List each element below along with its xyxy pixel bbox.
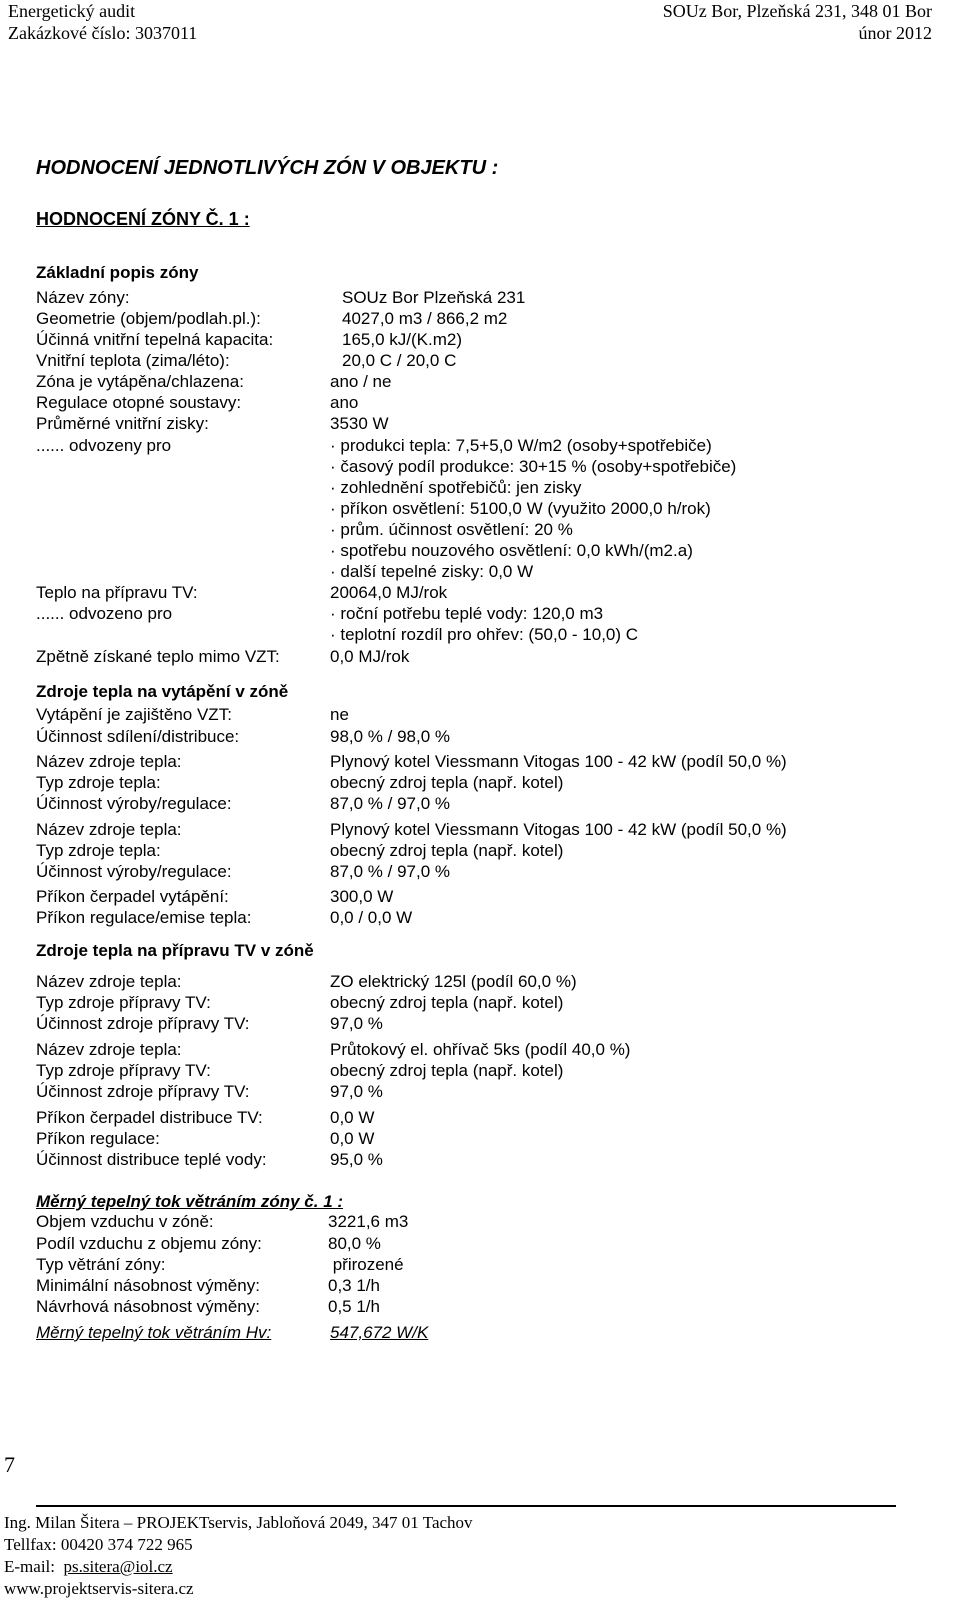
ventilation-row (36, 1255, 916, 1275)
row-value: 20064,0 MJ/rok (330, 583, 448, 602)
row-value: obecný zdroj tepla (např. kotel) (330, 841, 564, 860)
row-label: Minimální násobnost výměny: (36, 1276, 260, 1295)
row-value: · prům. účinnost osvětlení: 20 % (330, 520, 573, 539)
dhw-row (36, 1108, 916, 1128)
row-value: 20,0 C / 20,0 C (342, 351, 457, 370)
result-label: Měrný tepelný tok větráním Hv: (36, 1323, 272, 1342)
row-label: ...... odvozeny pro (36, 436, 172, 455)
footer-divider (36, 1505, 896, 1507)
basic-row (36, 288, 916, 308)
ventilation-row (36, 1212, 916, 1232)
row-value: 4027,0 m3 / 866,2 m2 (342, 309, 508, 328)
row-value: · časový podíl produkce: 30+15 % (osoby+spotřebiče) (330, 457, 737, 476)
row-value: 95,0 % (330, 1150, 383, 1169)
row-value: Plynový kotel Viessmann Vitogas 100 - 42 kW (podíl 50,0 %) (330, 752, 787, 771)
basic-row (36, 414, 916, 434)
row-label: Příkon regulace/emise tepla: (36, 908, 252, 927)
row-value: 0,5 1/h (328, 1297, 380, 1316)
dhw-row (36, 972, 916, 992)
heating-row (36, 773, 916, 793)
row-value: · produkci tepla: 7,5+5,0 W/m2 (osoby+spotřebiče) (330, 436, 712, 455)
footer-email-row (4, 1558, 173, 1575)
row-label: Typ zdroje tepla: (36, 773, 161, 792)
heating-row (36, 794, 916, 814)
basic-row (36, 330, 916, 350)
basic-row (36, 604, 916, 624)
row-label: Účinnost výroby/regulace: (36, 794, 232, 813)
basic-row (36, 457, 916, 477)
row-value: přirozené (328, 1255, 404, 1274)
row-value: 97,0 % (330, 1014, 383, 1033)
basic-row (36, 520, 916, 540)
heating-row (36, 727, 916, 747)
header-order-number: Zakázkové číslo: 3037011 (8, 23, 198, 43)
dhw-row (36, 1129, 916, 1149)
row-value: 80,0 % (328, 1234, 381, 1253)
dhw-row (36, 1082, 916, 1102)
row-label: Typ zdroje tepla: (36, 841, 161, 860)
ventilation-row (36, 1276, 916, 1296)
row-value: 0,0 MJ/rok (330, 647, 410, 666)
dhw-row (36, 1014, 916, 1034)
row-label: Název zdroje tepla: (36, 1040, 182, 1059)
row-label: Průměrné vnitřní zisky: (36, 414, 209, 433)
header-date: únor 2012 (858, 23, 932, 43)
row-label: Účinná vnitřní tepelná kapacita: (36, 330, 274, 349)
row-value: 0,3 1/h (328, 1276, 380, 1295)
footer-company: Ing. Milan Šitera – PROJEKTservis, Jabloňová 2049, 347 01 Tachov (4, 1513, 473, 1532)
footer-email-label: E-mail: (4, 1557, 64, 1576)
row-value: ano / ne (330, 372, 392, 391)
heating-row (36, 908, 916, 928)
row-label: Podíl vzduchu z objemu zóny: (36, 1234, 262, 1253)
row-value: 97,0 % (330, 1082, 383, 1101)
section-heading-basic: Základní popis zóny (36, 263, 199, 282)
row-value: obecný zdroj tepla (např. kotel) (330, 993, 564, 1012)
row-value: 300,0 W (330, 887, 394, 906)
row-value: 98,0 % / 98,0 % (330, 727, 451, 746)
row-value: · zohlednění spotřebičů: jen zisky (330, 478, 582, 497)
page-number: 7 (4, 1452, 15, 1477)
row-label: Typ větrání zóny: (36, 1255, 166, 1274)
row-label: Typ zdroje přípravy TV: (36, 1061, 211, 1080)
basic-row (36, 499, 916, 519)
basic-row (36, 583, 916, 603)
row-value: Plynový kotel Viessmann Vitogas 100 - 42 kW (podíl 50,0 %) (330, 820, 787, 839)
row-label: Teplo na přípravu TV: (36, 583, 198, 602)
footer-website[interactable]: www.projektservis-sitera.cz (4, 1579, 194, 1598)
section-heading-heating: Zdroje tepla na vytápění v zóně (36, 682, 289, 701)
row-label: Příkon regulace: (36, 1129, 160, 1148)
row-label: Účinnost výroby/regulace: (36, 862, 232, 881)
row-value: ano (330, 393, 359, 412)
section-heading-dhw: Zdroje tepla na přípravu TV v zóně (36, 941, 314, 960)
result-value: 547,672 W/K (330, 1323, 429, 1342)
heating-row (36, 887, 916, 907)
row-label: Název zóny: (36, 288, 130, 307)
ventilation-result-row (36, 1323, 916, 1343)
row-value: obecný zdroj tepla (např. kotel) (330, 1061, 564, 1080)
row-value: · příkon osvětlení: 5100,0 W (využito 2000,0 h/rok) (330, 499, 711, 518)
row-label: Název zdroje tepla: (36, 820, 182, 839)
row-label: Název zdroje tepla: (36, 752, 182, 771)
heating-row (36, 705, 916, 725)
basic-row (36, 351, 916, 371)
section-heading-ventilation: Měrný tepelný tok větráním zóny č. 1 : (36, 1192, 344, 1211)
row-label: Účinnost zdroje přípravy TV: (36, 1082, 250, 1101)
row-value: obecný zdroj tepla (např. kotel) (330, 773, 564, 792)
row-label: Účinnost zdroje přípravy TV: (36, 1014, 250, 1033)
dhw-row (36, 1040, 916, 1060)
row-label: Regulace otopné soustavy: (36, 393, 242, 412)
row-label: Zóna je vytápěna/chlazena: (36, 372, 244, 391)
basic-row (36, 541, 916, 561)
basic-row (36, 393, 916, 413)
row-label: Návrhová násobnost výměny: (36, 1297, 260, 1316)
basic-row (36, 372, 916, 392)
header-address: SOUz Bor, Plzeňská 231, 348 01 Bor (662, 1, 932, 21)
dhw-row (36, 1061, 916, 1081)
row-value: 87,0 % / 97,0 % (330, 862, 451, 881)
ventilation-row (36, 1297, 916, 1317)
basic-row (36, 562, 916, 582)
row-value: Průtokový el. ohřívač 5ks (podíl 40,0 %) (330, 1040, 631, 1059)
heating-row (36, 820, 916, 840)
row-label: Objem vzduchu v zóně: (36, 1212, 214, 1231)
row-value: 3221,6 m3 (328, 1212, 409, 1231)
row-label: Účinnost distribuce teplé vody: (36, 1150, 267, 1169)
zone-title: HODNOCENÍ ZÓNY Č. 1 : (36, 209, 250, 229)
heating-row (36, 752, 916, 772)
row-label: Účinnost sdílení/distribuce: (36, 727, 240, 746)
basic-row (36, 647, 916, 667)
ventilation-row (36, 1234, 916, 1254)
dhw-row (36, 993, 916, 1013)
row-label: Příkon čerpadel distribuce TV: (36, 1108, 263, 1127)
row-label: Název zdroje tepla: (36, 972, 182, 991)
row-label: Vytápění je zajištěno VZT: (36, 705, 232, 724)
row-value: · roční potřebu teplé vody: 120,0 m3 (330, 604, 604, 623)
row-value: 0,0 W (330, 1108, 375, 1127)
row-label: Zpětně získané teplo mimo VZT: (36, 647, 280, 666)
row-value: 87,0 % / 97,0 % (330, 794, 451, 813)
main-title: HODNOCENÍ JEDNOTLIVÝCH ZÓN V OBJEKTU : (36, 157, 499, 179)
basic-row (36, 436, 916, 456)
footer-phone: Tellfax: 00420 374 722 965 (4, 1535, 193, 1554)
row-value: · teplotní rozdíl pro ohřev: (50,0 - 10,0) C (330, 625, 639, 644)
basic-row (36, 625, 916, 645)
row-label: Vnitřní teplota (zima/léto): (36, 351, 230, 370)
basic-row (36, 478, 916, 498)
header-doc-type: Energetický audit (8, 1, 136, 21)
row-label: ...... odvozeno pro (36, 604, 173, 623)
row-value: · další tepelné zisky: 0,0 W (330, 562, 534, 581)
row-label: Typ zdroje přípravy TV: (36, 993, 211, 1012)
row-value: 3530 W (330, 414, 389, 433)
row-value: ne (330, 705, 349, 724)
row-value: 165,0 kJ/(K.m2) (342, 330, 462, 349)
basic-row (36, 309, 916, 329)
row-label: Geometrie (objem/podlah.pl.): (36, 309, 261, 328)
heating-row (36, 841, 916, 861)
row-label: Příkon čerpadel vytápění: (36, 887, 229, 906)
dhw-row (36, 1150, 916, 1170)
row-value: 0,0 / 0,0 W (330, 908, 413, 927)
row-value: · spotřebu nouzového osvětlení: 0,0 kWh/(m2.a) (330, 541, 693, 560)
row-value: ZO elektrický 125l (podíl 60,0 %) (330, 972, 577, 991)
heating-row (36, 862, 916, 882)
row-value: 0,0 W (330, 1129, 375, 1148)
row-value: SOUz Bor Plzeňská 231 (342, 288, 526, 307)
footer-email-link[interactable]: ps.sitera@iol.cz (63, 1557, 173, 1576)
